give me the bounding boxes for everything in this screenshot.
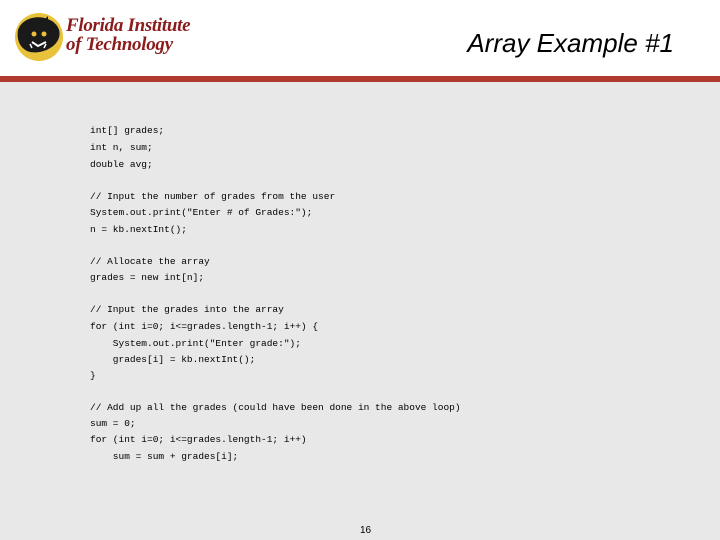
code-line: sum = 0; (90, 418, 136, 429)
code-line: grades[i] = kb.nextInt(); (90, 354, 256, 365)
code-line: double avg; (90, 159, 153, 170)
logo-line-2: of Technology (66, 34, 173, 55)
panther-logo-icon (12, 10, 66, 62)
code-line: int n, sum; (90, 142, 153, 153)
code-line: // Input the grades into the array (90, 304, 284, 315)
logo-line-1: Florida Institute (66, 15, 191, 36)
header-divider (0, 76, 720, 82)
code-line: } (90, 370, 96, 381)
page-number: 16 (360, 525, 372, 536)
code-line: int[] grades; (90, 125, 165, 136)
code-line: // Allocate the array (90, 256, 210, 267)
code-line: for (int i=0; i<=grades.length-1; i++) (90, 434, 307, 445)
slide-header (0, 0, 720, 76)
code-line: // Add up all the grades (could have been done in the above loop) (90, 402, 461, 413)
code-line: System.out.print("Enter # of Grades:"); (90, 207, 313, 218)
code-line: sum = sum + grades[i]; (90, 451, 239, 462)
code-line: // Input the number of grades from the user (90, 191, 336, 202)
code-line: for (int i=0; i<=grades.length-1; i++) { (90, 321, 319, 332)
code-line: System.out.print("Enter grade:"); (90, 338, 301, 349)
slide-title: Array Example #1 (467, 28, 674, 58)
code-line: n = kb.nextInt(); (90, 224, 187, 235)
institution-name (66, 16, 190, 54)
fit-logo (12, 10, 191, 66)
code-line: grades = new int[n]; (90, 272, 205, 283)
